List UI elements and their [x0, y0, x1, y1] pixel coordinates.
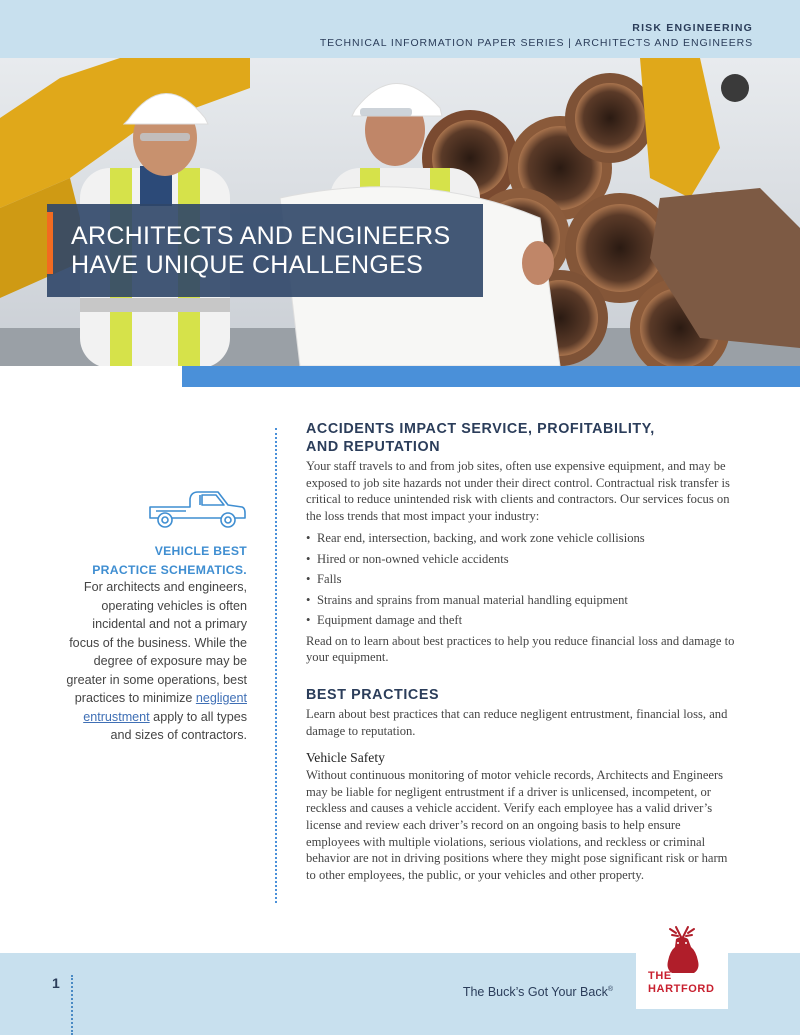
header-risk-engineering: RISK ENGINEERING	[632, 22, 753, 34]
main-content	[306, 420, 736, 883]
section-heading-best-practices: BEST PRACTICES	[306, 687, 440, 704]
sidebar-heading-line-2: PRACTICE SCHEMATICS.	[92, 562, 247, 577]
sidebar-body-text-1: For architects and engineers, operating vehicles is often incidental and not a primary focus of the business. While the degree of exposure may be greater in some operations, best practices to minimize	[66, 580, 247, 705]
page-number: 1	[52, 975, 60, 991]
hero-image	[0, 58, 800, 366]
logo-line-1: THE	[648, 970, 672, 982]
header-series-title: TECHNICAL INFORMATION PAPER SERIES | ARCHITECTS AND ENGINEERS	[319, 37, 753, 49]
hartford-logo	[636, 925, 728, 1009]
tagline	[463, 985, 613, 999]
column-divider	[275, 428, 277, 903]
section-heading-accidents-line-1: ACCIDENTS IMPACT SERVICE, PROFITABILITY,	[306, 421, 655, 437]
logo-wordmark	[648, 970, 715, 995]
loss-trends-list	[306, 528, 736, 631]
stag-icon	[636, 925, 728, 975]
list-item: • Hired or non-owned vehicle accidents	[306, 549, 736, 570]
blue-accent-strip	[182, 366, 800, 387]
sidebar-body-text-2: apply to all types and sizes of contractors.	[110, 709, 247, 742]
section-heading-accidents	[306, 420, 736, 456]
hero-title-line-2: HAVE UNIQUE CHALLENGES	[71, 251, 424, 279]
hero-title-line-1: ARCHITECTS AND ENGINEERS	[71, 222, 451, 250]
footer-band	[0, 953, 800, 1035]
vehicle-safety-heading: Vehicle Safety	[306, 750, 385, 766]
vehicle-safety-body: Without continuous monitoring of motor vehicle records, Architects and Engineers may be liable for negligent entrustment if a driver is unlicensed, incompetent, or reckless and causes a vehicle accident. Verify each employee has a valid driver’s license and review each driver’s record on an ongoing basis to help ensure employees with multiple violations, serious violations, and reckless or criminal behavior are not in driving positions where they might pose significant risk or harm to other employees, the public, or your vehicles and other property.	[306, 768, 728, 882]
list-item: • Falls	[306, 569, 736, 590]
section-heading-accidents-line-2: AND REPUTATION	[306, 439, 441, 455]
list-item: • Rear end, intersection, backing, and work zone vehicle collisions	[306, 528, 736, 549]
negligent-entrustment-link[interactable]: negligent entrustment	[83, 691, 247, 724]
sidebar-body	[60, 578, 247, 745]
tagline-text: The Buck’s Got Your Back	[462, 985, 608, 999]
accidents-outro: Read on to learn about best practices to help you reduce financial loss and damage to your equipment.	[306, 633, 735, 665]
sidebar-heading	[60, 542, 247, 579]
hero-accent-bar	[47, 212, 53, 274]
header-band	[0, 0, 800, 58]
pickup-truck-icon	[146, 487, 248, 531]
list-item: • Equipment damage and theft	[306, 610, 736, 631]
sidebar-heading-line-1: VEHICLE BEST	[154, 544, 247, 558]
hero-title	[71, 222, 450, 280]
accidents-intro: Your staff travels to and from job sites, often use expensive equipment, and may be exposed to job site hazards not under their direct control. Contractual risk transfer is critical to reduce unintended risk with clients and contractors. Our services focus on the loss trends that most impact your industry:	[306, 459, 730, 523]
footer-divider	[71, 975, 73, 1035]
hero-title-box	[47, 204, 483, 297]
best-practices-intro: Learn about best practices that can reduce negligent entrustment, financial loss, and damage to reputation.	[306, 707, 728, 738]
list-item: • Strains and sprains from manual material handling equipment	[306, 590, 736, 611]
registered-mark: ®	[607, 985, 613, 993]
logo-line-2: HARTFORD	[648, 982, 715, 995]
